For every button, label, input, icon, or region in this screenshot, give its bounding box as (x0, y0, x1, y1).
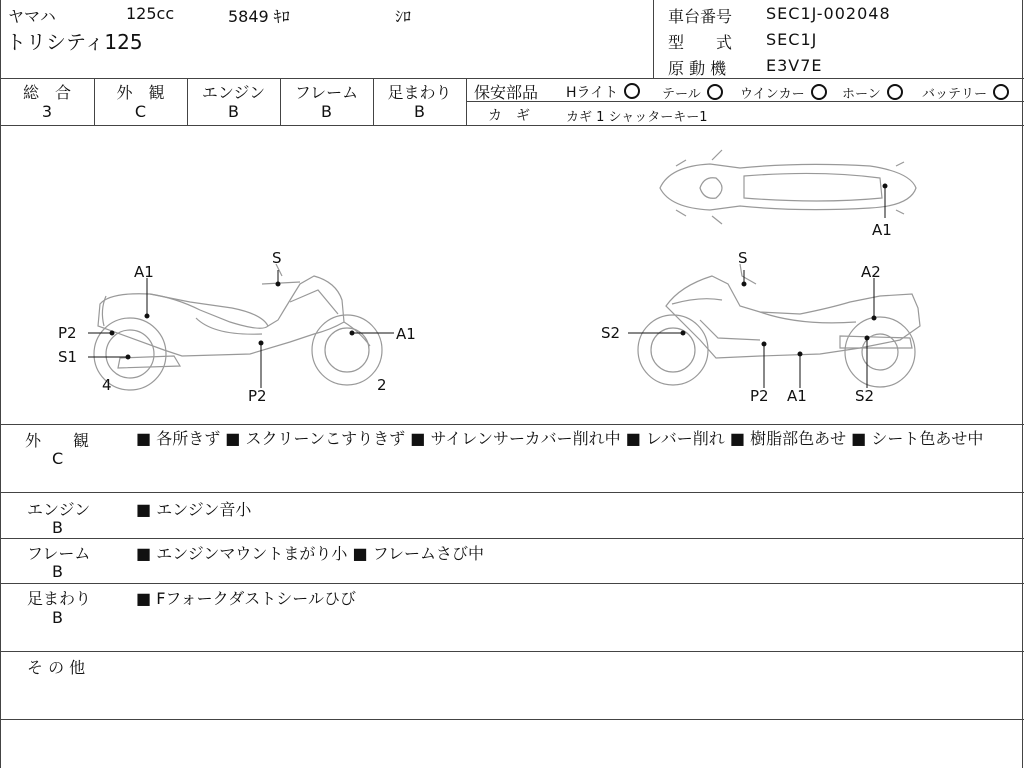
grade-overall-label: 総 合 (22, 83, 71, 102)
mileage: 5849 ｷﾛ (228, 7, 290, 26)
marker-label: 2 (377, 376, 387, 394)
safety-winker: ウインカー (740, 83, 827, 102)
safety-label: 保安部品 (474, 83, 539, 102)
ok-mark-icon (707, 84, 723, 100)
comment-suspension-title: 足まわり (27, 589, 92, 608)
comment-exterior-title: 外 観 (25, 431, 90, 450)
grade-engine-label: エンジン (201, 83, 266, 102)
comment-suspension-grade: B (52, 608, 63, 627)
ok-mark-icon (993, 84, 1009, 100)
grade-overall-value: 3 (41, 102, 53, 121)
marker-label: P2 (58, 324, 77, 342)
ok-mark-icon (624, 83, 640, 99)
ok-mark-icon (887, 84, 903, 100)
safety-battery: バッテリー (922, 83, 1009, 102)
comment-engine-grade: B (52, 518, 63, 537)
model-name: トリシティ125 (6, 30, 143, 54)
frame-no-label: 車台番号 (668, 7, 733, 26)
engine-label: 原 動 機 (668, 59, 727, 78)
grade-exterior-value: C (134, 102, 147, 121)
type-label: 型 式 (668, 33, 733, 52)
type-value: SEC1J (766, 30, 818, 49)
comment-frame-grade: B (52, 562, 63, 581)
comment-engine-title: エンジン (27, 500, 91, 519)
scooter-right-side-icon (638, 264, 920, 387)
color: ｼﾛ (395, 7, 412, 26)
marker-label: A2 (861, 263, 881, 281)
key-label: カ ギ (488, 108, 530, 124)
grade-frame-label: フレーム (294, 83, 359, 102)
marker-label: S1 (58, 348, 78, 366)
grade-frame-value: B (321, 102, 332, 121)
marker-label: S (272, 249, 282, 267)
marker-label: S (738, 249, 748, 267)
displacement: 125cc (126, 4, 175, 23)
comment-exterior-text: ■ 各所きず ■ スクリーンこすりきず ■ サイレンサーカバー削れ中 ■ レバー削れ ■ 樹脂部色あせ ■ シート色あせ中 (136, 429, 984, 448)
damage-diagram (0, 126, 1024, 424)
comment-engine-text: ■ エンジン音小 (136, 500, 252, 519)
ok-mark-icon (811, 84, 827, 100)
marker-label: A1 (396, 325, 416, 343)
safety-horn: ホーン (842, 83, 903, 102)
scooter-left-side-icon (94, 264, 382, 390)
key-value: カギ 1 シャッターキー1 (566, 110, 708, 125)
frame-no: SEC1J-002048 (766, 4, 891, 23)
marker-label: A1 (134, 263, 154, 281)
marker-label: A1 (787, 387, 807, 405)
marker-label: S2 (855, 387, 875, 405)
scooter-top-view-icon (660, 150, 916, 224)
grade-engine-value: B (228, 102, 239, 121)
comment-frame-text: ■ エンジンマウントまがり小 ■ フレームさび中 (136, 544, 485, 563)
marker-label: P2 (248, 387, 267, 405)
marker-label: P2 (750, 387, 769, 405)
safety-headlight: Hライト (566, 82, 640, 102)
marker-label: A1 (872, 221, 892, 239)
comment-other-title: そ の 他 (27, 658, 86, 677)
comment-exterior-grade: C (52, 449, 64, 468)
marker-label: S2 (601, 324, 621, 342)
grade-suspension-label: 足まわり (387, 83, 452, 102)
safety-tail: テール (662, 83, 723, 102)
maker: ヤマハ (8, 7, 56, 26)
comment-suspension-text: ■ Fフォークダストシールひび (136, 589, 356, 608)
grade-suspension-value: B (414, 102, 425, 121)
engine-value: E3V7E (766, 56, 823, 75)
marker-label: 4 (102, 376, 112, 394)
comment-frame-title: フレーム (27, 544, 91, 563)
grade-exterior-label: 外 観 (116, 83, 165, 102)
